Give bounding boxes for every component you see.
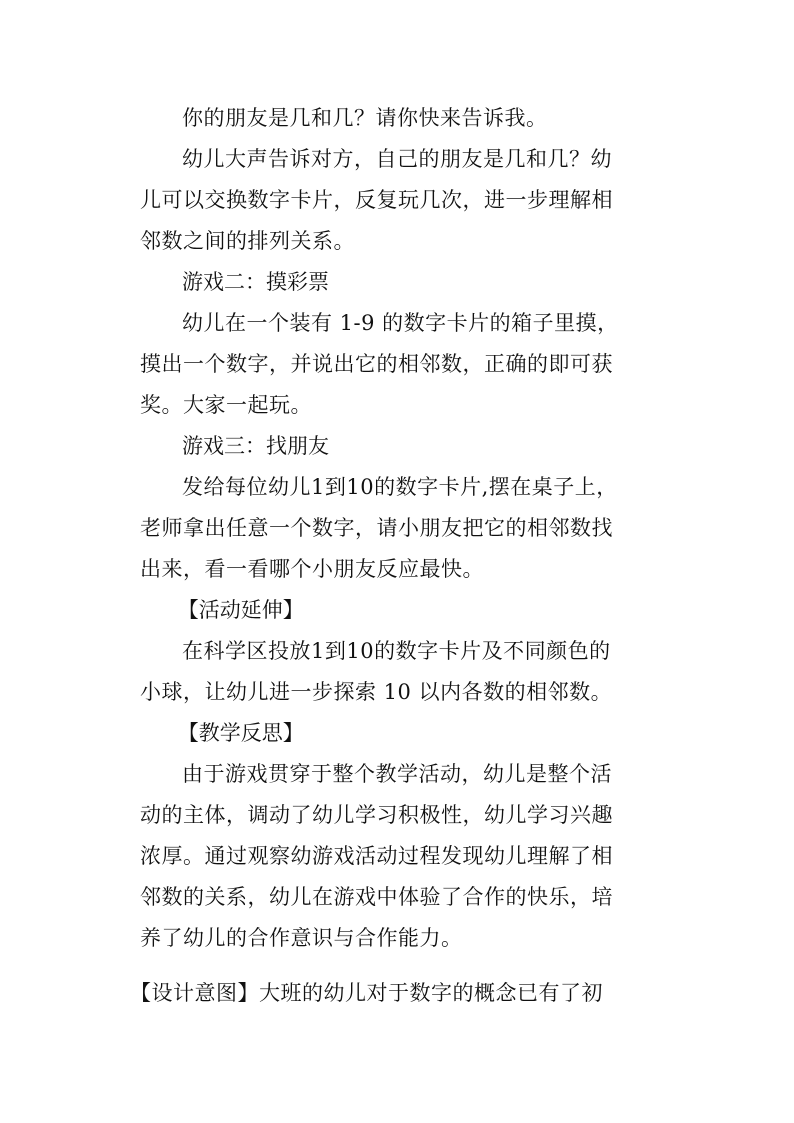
text-line: 【设计意图】大班的幼儿对于数字的概念已有了初	[130, 981, 603, 1005]
text-line: 摸出一个数字，并说出它的相邻数，正确的即可获	[140, 352, 613, 376]
text-line: 在科学区投放1到10的数字卡片及不同颜色的	[182, 639, 611, 663]
teaching-reflection-heading	[140, 713, 660, 754]
paragraph-tell-each-other	[140, 139, 660, 262]
text-line: 小球，让幼儿进一步探索 10 以内各数的相邻数。	[140, 680, 613, 704]
game-two-heading	[140, 262, 660, 303]
text-line: 幼儿大声告诉对方，自己的朋友是几和几？幼	[182, 147, 612, 171]
text-line: 浓厚。通过观察幼游戏活动过程发现幼儿理解了相	[140, 844, 613, 868]
text-line: 出来，看一看哪个小朋友反应最快。	[140, 557, 484, 581]
text-line: 邻数之间的排列关系。	[140, 229, 355, 253]
text-line: 【教学反思】	[177, 721, 304, 745]
text-line: 奖。大家一起玩。	[140, 393, 312, 417]
text-line: 游戏二：摸彩票	[182, 270, 329, 294]
text-line: 儿可以交换数字卡片，反复玩几次，进一步理解相	[140, 188, 613, 212]
text-line: 邻数的关系，幼儿在游戏中体验了合作的快乐，培	[140, 885, 613, 909]
text-line: 【活动延伸】	[177, 598, 304, 622]
paragraph-game-three	[140, 467, 660, 590]
activity-extension-heading	[140, 590, 660, 631]
text-line: 老师拿出任意一个数字，请小朋友把它的相邻数找	[140, 516, 613, 540]
text-line: 幼儿在一个装有 1-9 的数字卡片的箱子里摸，	[182, 311, 619, 335]
text-line: 你的朋友是几和几？请你快来告诉我。	[182, 106, 548, 130]
document-body	[130, 98, 660, 1014]
text-line: 养了幼儿的合作意识与合作能力。	[140, 926, 463, 950]
paragraph-friend-question	[140, 98, 660, 139]
game-three-heading	[140, 426, 660, 467]
text-line: 发给每位幼儿1到10的数字卡片,摆在桌子上，	[182, 475, 618, 499]
text-line: 游戏三：找朋友	[182, 434, 329, 458]
paragraph-teaching-reflection	[140, 754, 660, 959]
text-line: 动的主体，调动了幼儿学习积极性，幼儿学习兴趣	[140, 803, 613, 827]
paragraph-game-two	[140, 303, 660, 426]
paragraph-activity-extension	[140, 631, 660, 713]
text-line: 由于游戏贯穿于整个教学活动，幼儿是整个活	[182, 762, 612, 786]
paragraph-design-intent	[130, 973, 660, 1014]
